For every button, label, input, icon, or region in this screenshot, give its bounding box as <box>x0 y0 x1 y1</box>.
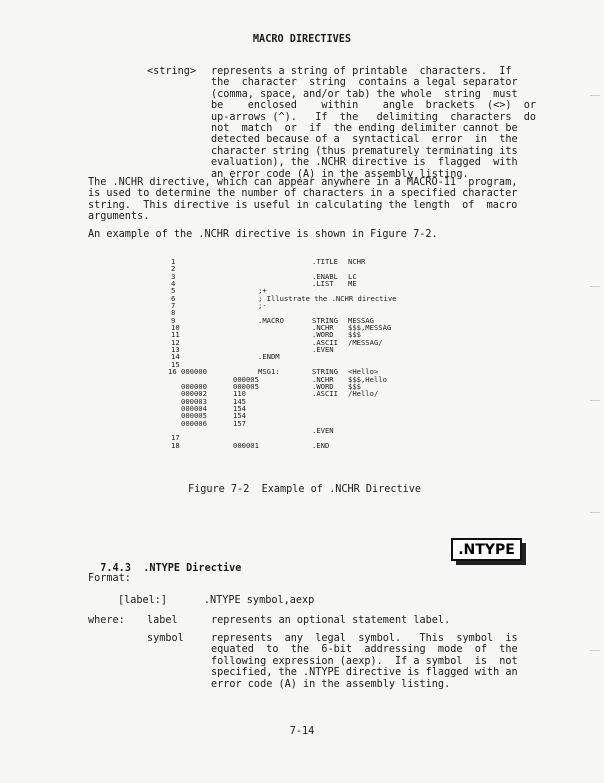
listing-op: .NCHR <box>312 374 334 384</box>
string-term: <string> <box>147 66 197 77</box>
listing-loc: 000003 <box>181 396 207 406</box>
listing-num: 1 <box>171 257 176 266</box>
listing-op: STRING <box>312 367 338 377</box>
listing-op: .ASCII <box>312 337 338 347</box>
listing-num: 4 <box>171 279 176 289</box>
text-line: is used to determine the number of characters in a specified character <box>88 188 518 200</box>
listing-op: .EVEN <box>312 345 334 355</box>
section-number: 7.4.3 <box>100 563 131 575</box>
margin-mark <box>590 95 600 96</box>
margin-mark <box>590 400 600 401</box>
symbol-definition <box>211 633 518 690</box>
text-line: arguments. <box>88 211 150 223</box>
listing-val: 000005 <box>233 381 259 391</box>
listing-arg: ME <box>348 279 357 289</box>
listing-val: 145 <box>233 396 246 406</box>
listing-line <box>168 412 468 419</box>
listing-loc: 000006 <box>181 418 207 428</box>
listing-op: .WORD <box>312 381 334 391</box>
listing-line <box>168 427 468 434</box>
listing-lab: ;+ <box>258 286 267 296</box>
text-line: up-arrows (^). If the delimiting characters do <box>211 111 537 123</box>
listing-line <box>168 405 468 412</box>
text-line: be enclosed within angle brackets (<>) or <box>211 100 537 112</box>
listing-lab: ;- <box>258 301 267 311</box>
ntype-tab-label: .NTYPE <box>451 538 522 561</box>
string-definition <box>211 66 536 180</box>
listing-op: .TITLE <box>312 257 338 266</box>
label-term: label <box>147 615 178 626</box>
listing-arg: MESSAG <box>348 315 374 325</box>
text-line: equated to the 6-bit addressing mode of the <box>211 644 518 656</box>
listing-num: 9 <box>171 315 176 325</box>
listing-line <box>168 346 468 353</box>
listing-arg: $$$ <box>348 381 361 391</box>
listing-op: .ENABL <box>312 271 338 281</box>
listing-val: 000005 <box>233 374 259 384</box>
page-header: MACRO DIRECTIVES <box>252 34 352 45</box>
listing-val: 110 <box>233 389 246 399</box>
listing-arg: $$$,Hello <box>348 374 387 384</box>
listing-line <box>168 295 468 302</box>
listing-arg: /MESSAG/ <box>348 337 383 347</box>
listing-op: .LIST <box>312 279 334 289</box>
listing-num: 2 <box>171 264 176 274</box>
listing-arg: $$$,MESSAG <box>348 323 392 333</box>
text-line: The .NCHR directive, which can appear anywhere in a MACRO-11 program, <box>88 177 518 188</box>
margin-mark <box>590 286 600 287</box>
listing-op: STRING <box>312 315 338 325</box>
format-syntax: [label:] .NTYPE symbol,aexp <box>118 595 315 606</box>
listing-line <box>168 442 468 449</box>
section-title: .NTYPE Directive <box>143 563 242 575</box>
code-listing <box>168 258 468 449</box>
listing-num: 15 <box>171 359 180 369</box>
text-line: represents a string of printable characters. If <box>211 66 512 77</box>
text-line: not match or if the ending delimiter cannot be <box>211 123 518 135</box>
listing-op: .NCHR <box>312 323 334 333</box>
listing-num: 13 <box>171 345 180 355</box>
text-line: detected because of a syntactical error in the <box>211 134 518 146</box>
text-line: (comma, space, and/or tab) the whole string must <box>211 88 518 100</box>
listing-val: 157 <box>233 418 246 428</box>
listing-num: 17 <box>171 433 180 443</box>
listing-line <box>168 390 468 397</box>
page-number: 7-14 <box>289 726 315 737</box>
margin-mark <box>590 512 600 513</box>
section-heading <box>88 552 241 575</box>
listing-num: 10 <box>171 323 180 333</box>
listing-num: 11 <box>171 330 180 340</box>
listing-lab: MSG1: <box>258 367 280 377</box>
listing-lab: .MACRO <box>258 315 284 325</box>
listing-loc: 000000 <box>181 381 207 391</box>
listing-lab: ; Illustrate the .NCHR directive <box>258 293 397 303</box>
listing-lab: .ENDM <box>258 352 280 362</box>
listing-op: .EVEN <box>312 425 334 435</box>
listing-val: 154 <box>233 411 246 421</box>
figure-caption: Figure 7-2 Example of .NCHR Directive <box>188 484 422 495</box>
listing-num: 6 <box>171 293 176 303</box>
text-line: error code (A) in the assembly listing. <box>211 678 451 690</box>
listing-op: .END <box>312 440 330 450</box>
where-label: where: <box>88 615 125 626</box>
listing-arg: LC <box>348 271 357 281</box>
listing-arg: NCHR <box>348 257 366 266</box>
listing-val: 000001 <box>233 440 259 450</box>
intro-paragraph <box>88 177 517 223</box>
listing-line <box>168 258 468 265</box>
listing-num: 3 <box>171 271 176 281</box>
listing-val: 154 <box>233 403 246 413</box>
listing-loc: 000000 <box>181 367 207 377</box>
text-line: specified, the .NTYPE directive is flagged with an <box>211 667 518 679</box>
margin-mark <box>590 650 600 651</box>
listing-op: .WORD <box>312 330 334 340</box>
listing-line <box>168 280 468 287</box>
text-line: string. This directive is useful in calculating the length of macro <box>88 199 518 211</box>
listing-num: 14 <box>171 352 180 362</box>
listing-num: 12 <box>171 337 180 347</box>
listing-line <box>168 302 468 309</box>
listing-loc: 000005 <box>181 411 207 421</box>
listing-op: .ASCII <box>312 389 338 399</box>
text-line: evaluation), the .NCHR directive is flagged with <box>211 157 518 169</box>
text-line: represents an optional statement label. <box>211 615 451 626</box>
format-label: Format: <box>88 573 131 584</box>
listing-arg: $$$ <box>348 330 361 340</box>
listing-arg: <Hello> <box>348 367 379 377</box>
label-definition <box>211 615 450 626</box>
symbol-term: symbol <box>147 633 184 644</box>
listing-line <box>168 398 468 405</box>
text-line: character string (thus prematurely terminating its <box>211 145 518 157</box>
listing-num: 5 <box>171 286 176 296</box>
listing-loc: 000004 <box>181 403 207 413</box>
listing-loc: 000002 <box>181 389 207 399</box>
listing-num: 8 <box>171 308 176 318</box>
text-line: represents any legal symbol. This symbol is <box>211 633 518 644</box>
text-line: following expression (aexp). If a symbol is not <box>211 655 518 667</box>
example-intro: An example of the .NCHR directive is shown in Figure 7-2. <box>88 229 438 240</box>
text-line: the character string contains a legal separator <box>211 77 518 89</box>
listing-num: 16 <box>168 367 177 377</box>
listing-arg: /Hello/ <box>348 389 379 399</box>
listing-line <box>168 353 468 360</box>
text-line: an error code (A) in the assembly listing. <box>211 168 469 180</box>
listing-num: 18 <box>171 440 180 450</box>
listing-num: 7 <box>171 301 176 311</box>
